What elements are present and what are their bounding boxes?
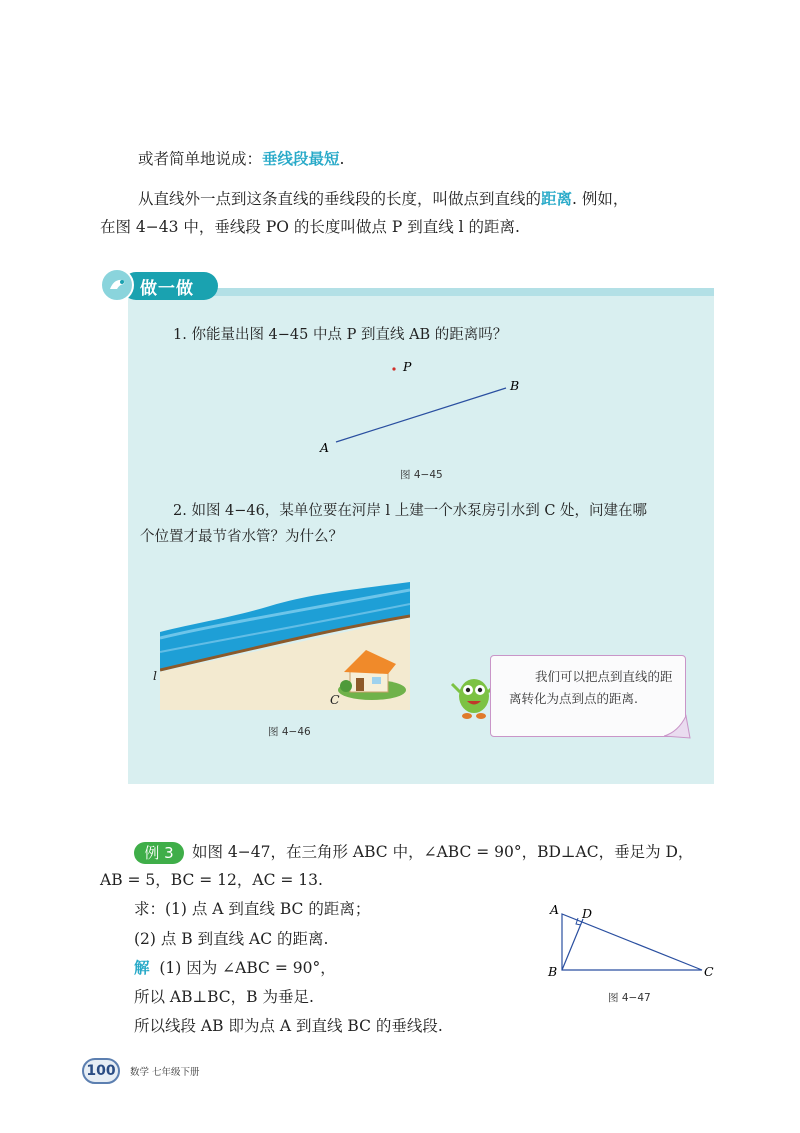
- example-line-2: AB = 5，BC = 12，AC = 13.: [100, 871, 323, 889]
- example-line-3: 求：(1) 点 A 到直线 BC 的距离；: [134, 900, 371, 918]
- solution-line-3: 所以线段 AB 即为点 A 到直线 BC 的垂线段.: [134, 1017, 443, 1035]
- tip-note: 我们可以把点到直线的距 离转化为点到点的距离.: [490, 655, 686, 737]
- activity-badge: 做一做: [100, 268, 220, 302]
- activity-icon: [100, 268, 134, 302]
- label-d-47: D: [582, 906, 593, 921]
- label-p: P: [403, 359, 412, 374]
- caption-4-46: 图 4−46: [268, 726, 311, 738]
- highlight-shortest: 垂线段最短: [262, 150, 340, 168]
- label-b-47: B: [548, 964, 558, 979]
- example-line-4: (2) 点 B 到直线 AC 的距离.: [134, 930, 329, 948]
- intro-line-1: 或者简单地说成：垂线段最短.: [138, 150, 345, 168]
- question-2-line-2: 个位置才最节省水管？为什么？: [140, 529, 343, 545]
- example-badge: 例 3: [134, 842, 184, 864]
- figure-4-45: [300, 356, 560, 460]
- triangle-abc: [562, 914, 702, 970]
- label-b: B: [510, 378, 520, 393]
- label-c-47: C: [704, 964, 714, 979]
- caption-4-45: 图 4−45: [400, 469, 443, 481]
- label-l: l: [153, 668, 157, 683]
- solution-line-1: 解 (1) 因为 ∠ABC = 90°，: [134, 959, 336, 977]
- question-2-line-1: 2. 如图 4−46，某单位要在河岸 l 上建一个水泵房引水到 C 处，问建在哪: [173, 503, 648, 519]
- point-p: [392, 367, 395, 370]
- line-ab: [336, 388, 506, 442]
- label-a-47: A: [550, 902, 560, 917]
- solution-label: 解: [134, 959, 150, 977]
- book-title: 数学 七年级下册: [130, 1067, 200, 1078]
- label-c: C: [330, 692, 340, 707]
- highlight-distance: 距离: [541, 190, 573, 208]
- intro-line-2: 从直线外一点到这条直线的垂线段的长度，叫做点到直线的距离. 例如，: [138, 190, 629, 208]
- intro-line-3: 在图 4−43 中，垂线段 PO 的长度叫做点 P 到直线 l 的距离.: [100, 218, 520, 236]
- label-a: A: [320, 440, 330, 455]
- page-curl-icon: [664, 712, 692, 740]
- figure-4-47: [540, 896, 720, 986]
- segment-bd: [562, 919, 583, 970]
- solution-line-2: 所以 AB⊥BC，B 为垂足.: [134, 988, 314, 1006]
- question-1: 1. 你能量出图 4−45 中点 P 到直线 AB 的距离吗？: [173, 327, 508, 343]
- page-number: 100: [82, 1058, 120, 1084]
- caption-4-47: 图 4−47: [608, 992, 651, 1004]
- example-line-1: 如图 4−47，在三角形 ABC 中，∠ABC = 90°，BD⊥AC，垂足为 D，: [192, 843, 694, 861]
- figure-4-46-river: [160, 578, 410, 712]
